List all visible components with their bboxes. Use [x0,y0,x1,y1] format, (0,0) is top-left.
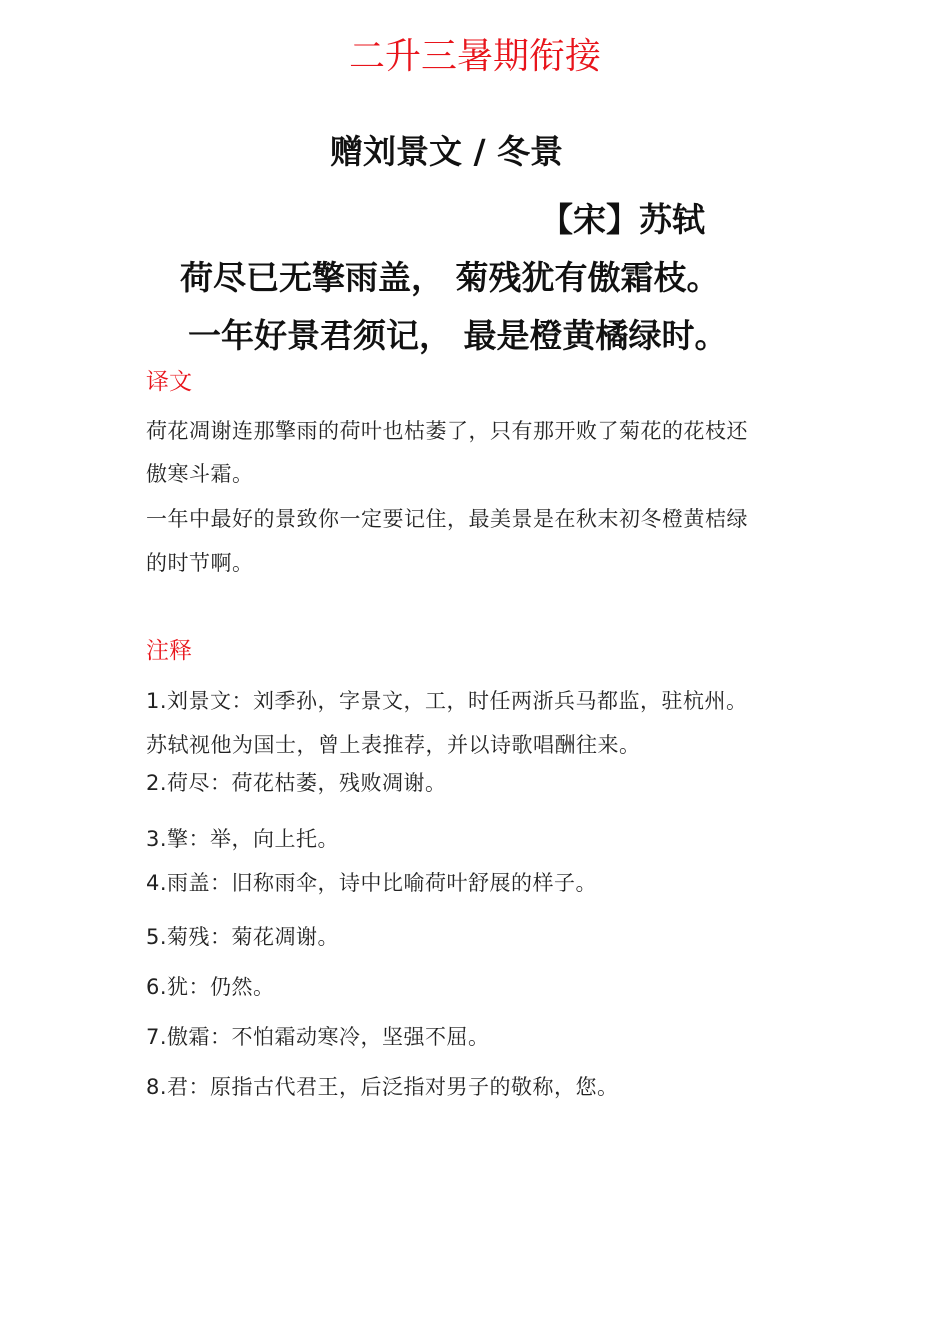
note-item: 2.荷尽：荷花枯萎，残败凋谢。 [146,771,447,795]
translation-line: 荷花凋谢连那擎雨的荷叶也枯萎了，只有那开败了菊花的花枝还 [146,419,748,443]
translation-line: 傲寒斗霜。 [146,462,254,486]
note-item-continuation: 苏轼视他为国士，曾上表推荐，并以诗歌唱酬往来。 [146,733,641,757]
note-item: 8.君：原指古代君王，后泛指对男子的敬称，您。 [146,1075,619,1099]
notes-heading: 注释 [146,638,192,664]
poem-title: 赠刘景文 / 冬景 [329,132,564,171]
note-item: 3.擎：举，向上托。 [146,827,340,851]
page-header-title: 二升三暑期衔接 [348,36,601,77]
translation-line: 一年中最好的景致你一定要记住，最美景是在秋末初冬橙黄桔绿 [146,507,748,531]
note-item: 6.犹：仍然。 [146,975,275,999]
note-item: 4.雨盖：旧称雨伞，诗中比喻荷叶舒展的样子。 [146,871,598,895]
poem-line: 荷尽已无擎雨盖， 菊残犹有傲霜枝。 [180,258,720,297]
translation-heading: 译文 [146,369,192,395]
poem-line: 一年好景君须记， 最是橙黄橘绿时。 [188,316,728,355]
note-item: 5.菊残：菊花凋谢。 [146,925,340,949]
translation-line: 的时节啊。 [146,551,254,575]
note-item: 7.傲霜：不怕霜动寒冷，坚强不屈。 [146,1025,490,1049]
poem-author: 【宋】苏轼 [540,200,705,239]
note-item: 1.刘景文：刘季孙，字景文，工，时任两浙兵马都监，驻杭州。 [146,689,748,713]
